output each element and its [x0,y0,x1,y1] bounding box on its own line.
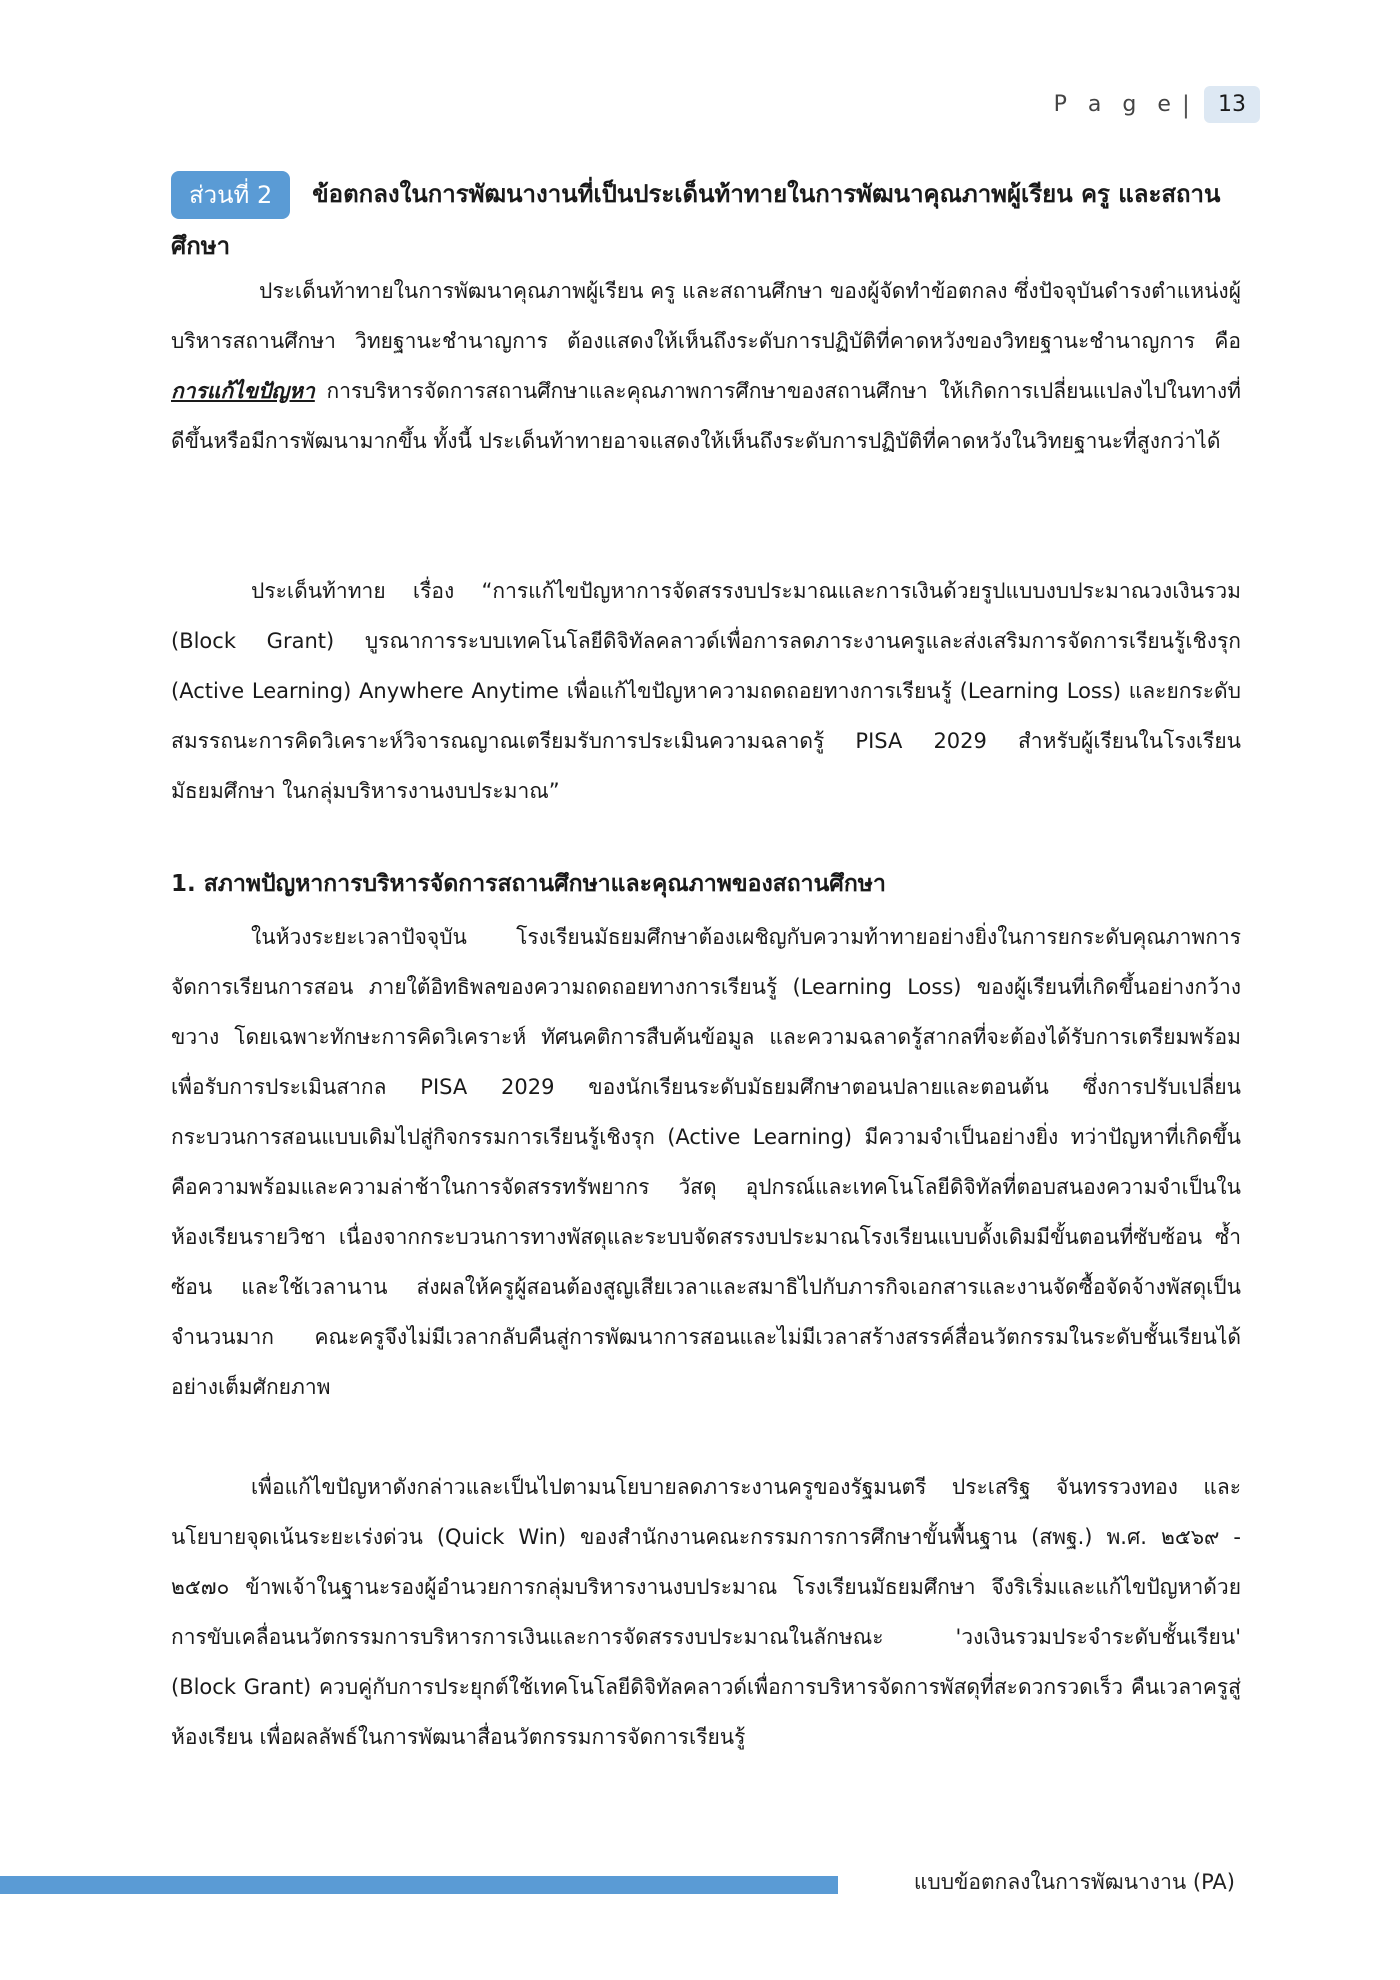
page-separator: | [1181,90,1190,119]
intro-paragraph [171,266,1241,466]
page-label: P a g e [1053,92,1178,117]
intro-text-part1: ประเด็นท้าทายในการพัฒนาคุณภาพผู้เรียน ครู และสถานศึกษา ของผู้จัดทำข้อตกลง ซึ่งปัจจุบันดำรงตำแหน่งผู้บริหารสถานศึกษา วิทยฐานะชำนาญการ ต้องแสดงให้เห็นถึงระดับการปฏิบัติที่คาดหวังของวิทยฐานะชำนาญการ คือ [171,279,1241,353]
subsection-heading: 1. สภาพปัญหาการบริหารจัดการสถานศึกษาและคุณภาพของสถานศึกษา [171,871,886,897]
footer-text: แบบข้อตกลงในการพัฒนางาน (PA) [913,1870,1235,1894]
intro-text-part2: การบริหารจัดการสถานศึกษาและคุณภาพการศึกษาของสถานศึกษา ให้เกิดการเปลี่ยนแปลงไปในทางที่ดีขึ้นหรือมีการพัฒนามากขึ้น ทั้งนี้ ประเด็นท้าทายอาจแสดงให้เห็นถึงระดับการปฏิบัติที่คาดหวังในวิทยฐานะที่สูงกว่าได้ [171,379,1241,453]
footer-bar [0,1876,838,1894]
solution-paragraph: เพื่อแก้ไขปัญหาดังกล่าวและเป็นไปตามนโยบายลดภาระงานครูของรัฐมนตรี ประเสริฐ จันทรรวงทอง และนโยบายจุดเน้นระยะเร่งด่วน (Quick Win) ของสำนักงานคณะกรรมการการศึกษาขั้นพื้นฐาน (สพฐ.) พ.ศ. ๒๕๖๙ - ๒๕๗๐ ข้าพเจ้าในฐานะรองผู้อำนวยการกลุ่มบริหารงานงบประมาณ โรงเรียนมัธยมศึกษา จึงริเริ่มและแก้ไขปัญหาด้วยการขับเคลื่อนนวัตกรรมการบริหารการเงินและการจัดสรรงบประมาณในลักษณะ 'วงเงินรวมประจำระดับชั้นเรียน' (Block Grant) ควบคู่กับการประยุกต์ใช้เทคโนโลยีดิจิทัลคลาวด์เพื่อการบริหารจัดการพัสดุที่สะดวกรวดเร็ว คืนเวลาครูสู่ห้องเรียน เพื่อผลลัพธ์ในการพัฒนาสื่อนวัตกรรมการจัดการเรียนรู้ [171,1475,1241,1749]
section-title [171,168,1241,272]
intro-emphasis: การแก้ไขปัญหา [171,379,315,403]
page-header [1054,86,1260,123]
problem-paragraph: ในห้วงระยะเวลาปัจจุบัน โรงเรียนมัธยมศึกษาต้องเผชิญกับความท้าทายอย่างยิ่งในการยกระดับคุณภาพการจัดการเรียนการสอน ภายใต้อิทธิพลของความถดถอยทางการเรียนรู้ (Learning Loss) ของผู้เรียนที่เกิดขึ้นอย่างกว้างขวาง โดยเฉพาะทักษะการคิดวิเคราะห์ ทัศนคติการสืบค้นข้อมูล และความฉลาดรู้สากลที่จะต้องได้รับการเตรียมพร้อมเพื่อรับการประเมินสากล PISA 2029 ของนักเรียนระดับมัธยมศึกษาตอนปลายและตอนต้น ซึ่งการปรับเปลี่ยนกระบวนการสอนแบบเดิมไปสู่กิจกรรมการเรียนรู้เชิงรุก (Active Learning) มีความจำเป็นอย่างยิ่ง ทว่าปัญหาที่เกิดขึ้นคือความพร้อมและความล่าช้าในการจัดสรรทรัพยากร วัสดุ อุปกรณ์และเทคโนโลยีดิจิทัลที่ตอบสนองความจำเป็นในห้องเรียนรายวิชา เนื่องจากกระบวนการทางพัสดุและระบบจัดสรรงบประมาณโรงเรียนแบบดั้งเดิมมีขั้นตอนที่ซับซ้อน ซ้ำซ้อน และใช้เวลานาน ส่งผลให้ครูผู้สอนต้องสูญเสียเวลาและสมาธิไปกับภารกิจเอกสารและงานจัดซื้อจัดจ้างพัสดุเป็นจำนวนมาก คณะครูจึงไม่มีเวลากลับคืนสู่การพัฒนาการสอนและไม่มีเวลาสร้างสรรค์สื่อนวัตกรรมในระดับชั้นเรียนได้อย่างเต็มศักยภาพ [171,925,1241,1399]
page-number: 13 [1204,86,1260,123]
section-title-text: ข้อตกลงในการพัฒนางานที่เป็นประเด็นท้าทายในการพัฒนาคุณภาพผู้เรียน ครู และสถานศึกษา [171,180,1221,260]
challenge-paragraph: ประเด็นท้าทาย เรื่อง “การแก้ไขปัญหาการจัดสรรงบประมาณและการเงินด้วยรูปแบบงบประมาณวงเงินรวม (Block Grant) บูรณาการระบบเทคโนโลยีดิจิทัลคลาวด์เพื่อการลดภาระงานครูและส่งเสริมการจัดการเรียนรู้เชิงรุก (Active Learning) Anywhere Anytime เพื่อแก้ไขปัญหาความถดถอยทางการเรียนรู้ (Learning Loss) และยกระดับสมรรถนะการคิดวิเคราะห์วิจารณญาณเตรียมรับการประเมินความฉลาดรู้ PISA 2029 สำหรับผู้เรียนในโรงเรียนมัธยมศึกษา ในกลุ่มบริหารงานงบประมาณ” [171,579,1241,803]
section-badge: ส่วนที่ 2 [171,171,290,219]
